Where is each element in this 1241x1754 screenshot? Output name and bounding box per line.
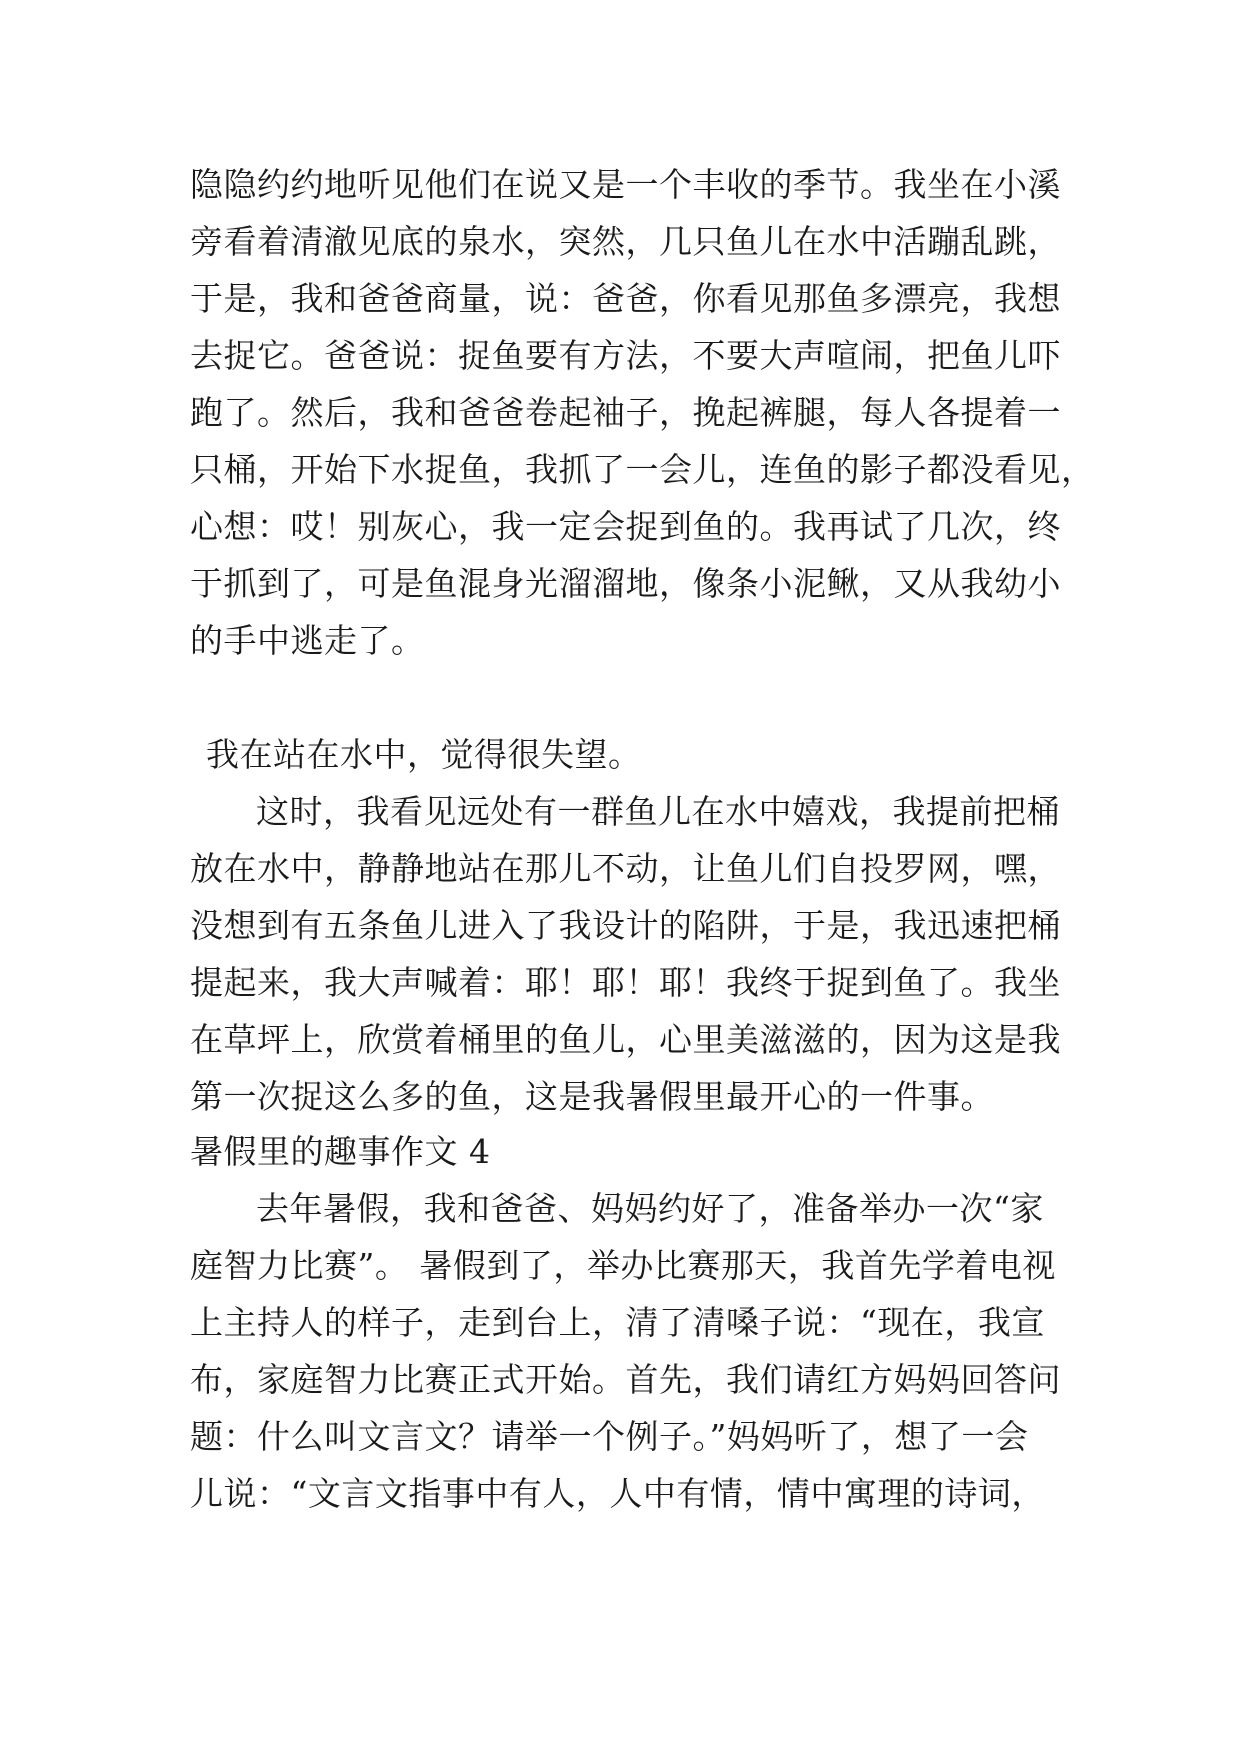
- text-line: 题：什么叫文言文？请举一个例子。”妈妈听了，想了一会: [190, 1417, 1029, 1456]
- text-line: 的手中逃走了。: [190, 621, 425, 660]
- text-line: 没想到有五条鱼儿进入了我设计的陷阱，于是，我迅速把桶: [190, 906, 1061, 945]
- text-line: 只桶，开始下水捉鱼，我抓了一会儿，连鱼的影子都没看见，: [190, 450, 1095, 489]
- text-line: 第一次捉这么多的鱼，这是我暑假里最开心的一件事。: [190, 1077, 994, 1116]
- section-heading: 暑假里的趣事作文 4: [190, 1132, 491, 1171]
- text-line: 提起来，我大声喊着：耶！耶！耶！我终于捉到鱼了。我坐: [190, 963, 1061, 1002]
- text-line: 旁看着清澈见底的泉水，突然，几只鱼儿在水中活蹦乱跳，: [190, 222, 1061, 261]
- text-line: 布，家庭智力比赛正式开始。首先，我们请红方妈妈回答问: [190, 1360, 1061, 1399]
- text-line: 去捉它。爸爸说：捉鱼要有方法，不要大声喧闹，把鱼儿吓: [190, 336, 1061, 375]
- text-line: 跑了。然后，我和爸爸卷起袖子，挽起裤腿，每人各提着一: [190, 393, 1061, 432]
- text-line: 隐隐约约地听见他们在说又是一个丰收的季节。我坐在小溪: [190, 165, 1061, 204]
- text-line: 去年暑假，我和爸爸、妈妈约好了，准备举办一次“家: [256, 1189, 1044, 1228]
- text-line: 心想：哎！别灰心，我一定会捉到鱼的。我再试了几次，终: [190, 507, 1061, 546]
- text-line: 于抓到了，可是鱼混身光溜溜地，像条小泥鳅，又从我幼小: [190, 564, 1061, 603]
- text-line: 儿说：“文言文指事中有人，人中有情，情中寓理的诗词，: [190, 1474, 1045, 1513]
- text-line: 上主持人的样子，走到台上，清了清嗓子说：“现在，我宣: [190, 1303, 1045, 1342]
- text-line: 庭智力比赛”。 暑假到了，举办比赛那天，我首先学着电视: [190, 1246, 1056, 1285]
- text-line: 放在水中，静静地站在那儿不动，让鱼儿们自投罗网，嘿，: [190, 849, 1061, 888]
- text-line: 在草坪上，欣赏着桶里的鱼儿，心里美滋滋的，因为这是我: [190, 1020, 1061, 1059]
- text-line: 于是，我和爸爸商量，说：爸爸，你看见那鱼多漂亮，我想: [190, 279, 1061, 318]
- text-line: 这时，我看见远处有一群鱼儿在水中嬉戏，我提前把桶: [256, 792, 1060, 831]
- text-line: 我在站在水中，觉得很失望。: [206, 735, 642, 774]
